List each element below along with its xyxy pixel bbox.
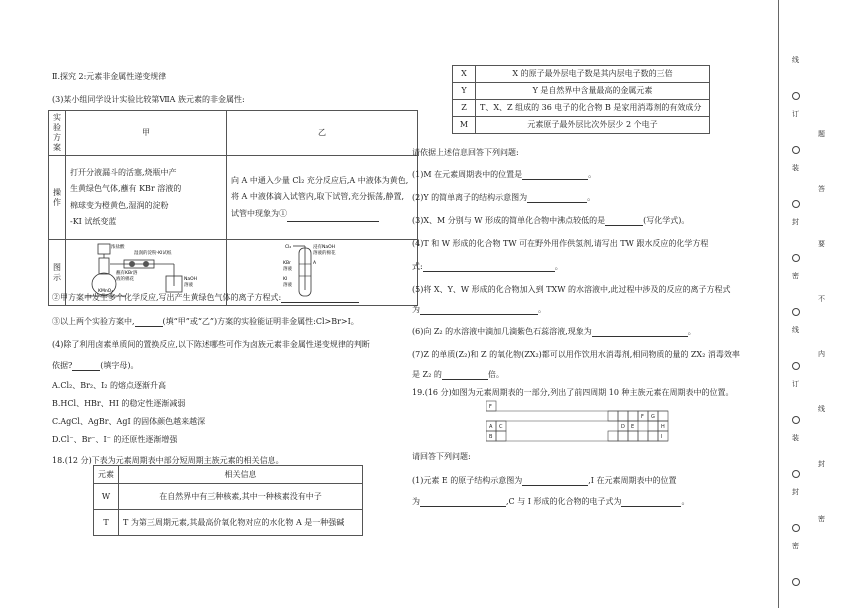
element-y-info: Y 是自然界中含量最高的金属元素: [476, 83, 710, 100]
element-info-table: [93, 465, 363, 536]
question-19-heading: 19.(16 分)如图为元素周期表的一部分,列出了前四周期 10 种主族元素在周期表中的位置。: [412, 388, 734, 397]
margin-warning-char: 线: [818, 405, 825, 413]
experiment-table: [48, 110, 418, 306]
binding-hole-icon: [792, 578, 800, 586]
element-info-table-cont: [452, 65, 710, 134]
pt-cell-h: H: [661, 424, 665, 430]
element-w: W: [94, 484, 119, 510]
margin-warning-char: 封: [818, 460, 825, 468]
q2-text: (2)Y 的简单离子的结构示意图为 。: [412, 193, 596, 202]
q7b-text: 是 Z₂ 的 倍。: [412, 370, 504, 379]
element-z-info: T、X、Z 组成的 36 电子的化合物 B 是家用消毒剂的有效成分: [476, 100, 710, 117]
periodic-table-fragment: [486, 399, 674, 445]
pt-cell-g: G: [651, 414, 655, 420]
option-d: D.Cl⁻、Br⁻、I⁻ 的还原性逐渐增强: [52, 435, 178, 444]
margin-mark-label: 订: [792, 110, 799, 118]
jia-op-line: -KI 试纸变蓝: [70, 216, 117, 226]
answer-blank[interactable]: [592, 328, 688, 337]
margin-mark-label: 订: [792, 380, 799, 388]
question-3b-text: ③以上两个实验方案中, (填“甲”或“乙”)方案的实验能证明非金属性:Cl>Br>I。: [52, 317, 359, 326]
yi-op-line: 试管中现象为①: [231, 206, 413, 222]
answer-blank[interactable]: [135, 318, 163, 327]
binding-hole-icon: [792, 416, 800, 424]
element-x-info: X 的原子最外层电子数是其内层电子数的三倍: [476, 66, 710, 83]
margin-mark-label: 密: [792, 542, 799, 550]
question-18-heading: 18.(12 分)下表为元素周期表中部分短周期主族元素的相关信息。: [52, 456, 284, 465]
margin-mark-label: 装: [792, 434, 799, 442]
answer-blank[interactable]: [522, 171, 588, 180]
q7a-text: (7)Z 的单质(Z₂)和 Z 的氧化物(ZX₂)都可以用作饮用水消毒剂,相同物质的量的 ZX₂ 消毒效率: [412, 350, 740, 359]
q6-text: (6)向 Z₂ 的水溶液中滴加几滴紫色石蕊溶液,现象为 。: [412, 327, 696, 336]
table-header-plan: 实验方案: [49, 111, 66, 156]
label-ki-sol: 溶液: [283, 283, 292, 288]
answer-blank[interactable]: [605, 217, 643, 226]
jia-op-line: 打开分液漏斗的活塞,烧瓶中产: [70, 167, 177, 177]
margin-mark-label: 线: [792, 56, 799, 64]
option-c: C.AgCl、AgBr、AgI 的固体颜色越来越深: [52, 417, 206, 426]
question-4a-text: (4)除了利用卤素单质间的置换反应,以下陈述哪些可作为卤族元素非金属性递变规律的判断: [52, 340, 370, 349]
table-header-jia: 甲: [66, 111, 227, 156]
margin-mark-label: 装: [792, 164, 799, 172]
label-kbr-2: 液的棉花: [116, 277, 134, 282]
margin-mark-label: 封: [792, 488, 799, 496]
answer-blank[interactable]: [522, 477, 588, 486]
binding-hole-icon: [792, 470, 800, 478]
q4b-text: 式: 。: [412, 262, 563, 271]
q3-text: (3)X、M 分别与 W 形成的简单化合物中沸点较低的是 (写化学式)。: [412, 216, 690, 225]
option-a: A.Cl₂、Br₂、I₂ 的熔点逐渐升高: [52, 381, 167, 390]
margin-mark-label: 密: [792, 272, 799, 280]
margin-warning-char: 密: [818, 515, 825, 523]
answer-prompt: 请依据上述信息回答下列问题:: [412, 148, 519, 157]
label-solution: 溶液: [184, 283, 193, 288]
answer-blank[interactable]: [423, 263, 555, 272]
element-m: M: [453, 117, 476, 134]
table-header-yi: 乙: [227, 111, 418, 156]
label-kbr: KBr: [283, 261, 291, 266]
binding-line: [778, 0, 779, 608]
pt-cell-c: C: [499, 424, 503, 430]
yi-op-line: 向 A 中通入少量 Cl₂ 充分反应后,A 中液体为黄色,: [231, 175, 409, 185]
label-naoh-cotton-1: 浸有NaOH: [313, 245, 336, 250]
pt-cell-a: A: [489, 424, 493, 430]
pt-cell-f1: F: [489, 404, 492, 410]
answer-blank[interactable]: [72, 362, 100, 371]
element-w-info: 在自然界中有三种核素,其中一种核素没有中子: [119, 484, 363, 510]
jia-op-line: 棉球变为橙黄色,湿润的淀粉: [70, 200, 169, 210]
question-3-text: (3)某小组同学设计实验比较第ⅦA 族元素的非金属性:: [52, 95, 245, 104]
element-m-info: 元素原子最外层比次外层少 2 个电子: [476, 117, 710, 134]
label-naoh: NaOH: [184, 277, 198, 282]
pt-cell-b: B: [489, 434, 493, 440]
answer-blank[interactable]: [420, 498, 506, 507]
label-kmno4: KMnO₄: [98, 289, 114, 294]
answer-blank[interactable]: [287, 213, 379, 222]
q5a-text: (5)将 X、Y、W 形成的化合物加入到 TXW 的水溶液中,此过程中涉及的反应的离子方程式: [412, 285, 731, 294]
margin-mark-label: 封: [792, 218, 799, 226]
label-kbr-1: 蘸有KBr溶: [116, 271, 138, 276]
label-naoh-cotton-2: 溶液的棉花: [313, 251, 336, 256]
q19-1a-text: (1)元素 E 的原子结构示意图为 ,I 在元素周期表中的位置: [412, 476, 677, 485]
binding-hole-icon: [792, 254, 800, 262]
q1-text: (1)M 在元素周期表中的位置是 。: [412, 170, 597, 179]
yi-op-line: 将 A 中液体滴入试管内,取下试管,充分振荡,静置,: [231, 192, 405, 202]
section-heading: Ⅱ.探究 2:元素非金属性递变规律: [52, 72, 167, 81]
element-z: Z: [453, 100, 476, 117]
binding-hole-icon: [792, 92, 800, 100]
margin-warning-char: 要: [818, 240, 825, 248]
element-x: X: [453, 66, 476, 83]
answer-blank[interactable]: [621, 498, 681, 507]
margin-mark-label: 线: [792, 326, 799, 334]
row-label-operation: 操作: [49, 156, 66, 240]
jia-op-line: 生黄绿色气体,蘸有 KBr 溶液的: [70, 184, 182, 194]
table-header-element: 元素: [94, 466, 119, 484]
margin-warning-char: 内: [818, 350, 825, 358]
q19-1b-text: 为 ,C 与 I 形成的化合物的电子式为 。: [412, 497, 690, 506]
question-4b-text: 依据? (填字母)。: [52, 361, 139, 370]
label-a: A: [313, 261, 317, 266]
pt-cell-i: I: [661, 434, 663, 440]
answer-blank[interactable]: [281, 294, 359, 303]
label-starch-ki: 湿润的淀粉-KI试纸: [134, 251, 172, 256]
yi-operation-cell: [227, 156, 418, 240]
binding-hole-icon: [792, 362, 800, 370]
q5b-text: 为 。: [412, 305, 546, 314]
question-2-text: ②甲方案中发生多个化学反应,写出产生黄绿色气体的离子方程式:: [52, 293, 359, 303]
binding-hole-icon: [792, 146, 800, 154]
pt-cell-f2: F: [641, 414, 644, 420]
element-t-info: T 为第三周期元素,其最高价氧化物对应的水化物 A 是一种强碱: [119, 510, 363, 536]
element-y: Y: [453, 83, 476, 100]
answer-blank[interactable]: [420, 306, 538, 315]
jia-operation-cell: [66, 156, 227, 240]
margin-warning-char: 不: [818, 295, 825, 303]
binding-hole-icon: [792, 200, 800, 208]
q4a-text: (4)T 和 W 形成的化合物 TW 可在野外用作供氢剂,请写出 TW 跟水反应的化学方程: [412, 239, 709, 248]
answer-blank[interactable]: [442, 371, 488, 380]
row-label-figure: 图示: [49, 240, 66, 306]
label-conc-hcl: 浓盐酸: [111, 245, 125, 250]
table-header-info: 相关信息: [119, 466, 363, 484]
pt-cell-e: E: [631, 424, 635, 430]
margin-warning-char: 题: [818, 130, 825, 138]
answer-blank[interactable]: [527, 194, 587, 203]
binding-hole-icon: [792, 524, 800, 532]
label-kbr-sol: 溶液: [283, 267, 292, 272]
label-ki: KI: [283, 277, 288, 282]
margin-warning-char: 答: [818, 185, 825, 193]
label-cl2: Cl₂: [285, 245, 292, 250]
binding-hole-icon: [792, 308, 800, 316]
pt-cell-d: D: [621, 424, 625, 430]
element-t: T: [94, 510, 119, 536]
option-b: B.HCl、HBr、HI 的稳定性逐渐减弱: [52, 399, 186, 408]
answer-prompt-2: 请回答下列问题:: [412, 452, 471, 461]
